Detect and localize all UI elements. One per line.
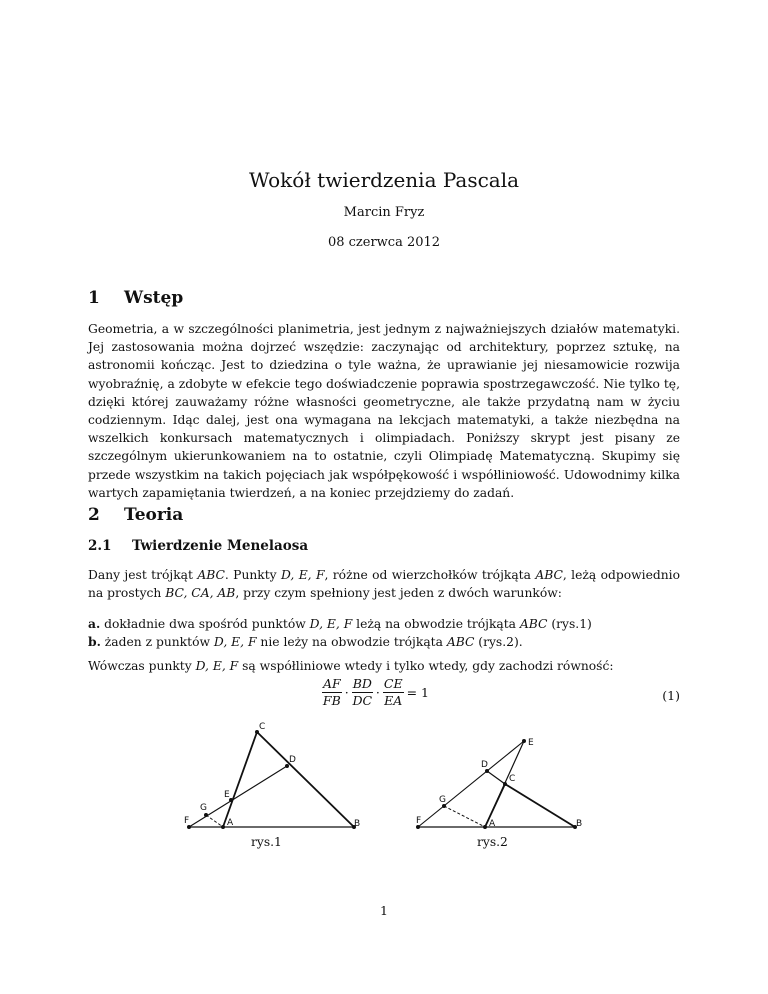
math-run: ABC [519, 617, 548, 631]
denominator: DC [352, 693, 373, 708]
point-a [221, 825, 225, 829]
date: 08 czerwca 2012 [327, 235, 441, 250]
point-a [483, 825, 487, 829]
item-label: b. [88, 634, 101, 650]
transversal-fe [418, 741, 524, 827]
intro-paragraph: Geometria, a w szczególności planimetria, jest jednym z najważniejszych działów matematyki. Jej zastosowania można dojrzeć wszędzie: zaczynając od architektury, poprzez sztukę, na astronomii kończąc. Jest to dziedzina o tyle ważna, że uprawianie jej niesamowicie rozwija wyobraźnię, a zdobyte w efekcie tego doświadczenie poprawia spostrzegawczość. Nie tylko tę, dzięki której zauważamy różne własności geometryczne, ale także przydatną nam w życiu codziennym. Idąc dalej, jest ona wymagana na lekcjach matematyki, a także niezbędna na wszelkich konkursach matematycznych i olimpiadach. Poniższy skrypt jest pisany ze szczególnym ukierunkowaniem na to ostatnie, czyli Olimpiadę Matematyczną. Skupimy się przede wszystkim na takich pojęciach jak współpękowość i współliniowość. Udowodnimy kilka wartych zapamiętania twierdzeń, a na koniec przejdziemy do zadań. [88, 322, 680, 500]
fraction-bd-dc [352, 676, 373, 709]
text-run: dokładnie dwa spośród punktów [100, 617, 310, 631]
section-heading-intro [88, 288, 183, 308]
numerator: CE [383, 676, 403, 691]
transversal-fd [189, 766, 287, 827]
text-run: , przy czym spełniony jest jeden z dwóch warunków: [235, 586, 562, 601]
text-run: leżą na obwodzie trójkąta [352, 617, 520, 631]
conclusion-sentence [88, 657, 680, 675]
label-d: D [289, 755, 296, 765]
theorem-statement [88, 566, 680, 602]
label-e: E [224, 790, 230, 800]
section-title: Wstęp [124, 288, 184, 308]
label-g: G [200, 803, 207, 813]
math-run: D, E, F [281, 568, 325, 582]
label-c: C [259, 722, 266, 732]
subsection-title: Twierdzenie Menelaosa [132, 538, 309, 554]
label-b: B [354, 819, 361, 829]
equation-number: (1) [662, 688, 680, 703]
point-c [503, 782, 507, 786]
figures [0, 722, 768, 862]
fraction-af-fb [322, 676, 342, 709]
text-run: , leżą odpowiednio na prostych [88, 568, 680, 601]
label-c: C [509, 774, 516, 784]
label-f: F [184, 816, 190, 826]
page-number: 1 [380, 903, 388, 918]
section-heading-theory [88, 505, 183, 525]
figure-1-diagram [184, 722, 360, 829]
math-run: D, E, F [195, 659, 239, 673]
label-e: E [528, 738, 534, 748]
math-run: D, E, F [213, 635, 257, 650]
math-run: ABC [535, 568, 563, 582]
line-dc [487, 771, 505, 784]
side-cb [505, 784, 575, 827]
item-label: a. [88, 616, 101, 631]
condition-b [88, 633, 680, 651]
side-ac [223, 732, 257, 827]
section-number: 2 [88, 505, 100, 525]
paper-title: Wokół twierdzenia Pascala [248, 168, 520, 192]
condition-a [88, 615, 680, 633]
section-title: Teoria [124, 505, 184, 525]
figure-2-diagram [416, 738, 582, 829]
menelaus-equation [0, 676, 768, 716]
text-run: Dany jest trójkąt [88, 568, 198, 582]
subsection-number: 2.1 [88, 538, 112, 554]
label-a: A [227, 818, 234, 828]
point-e [522, 739, 526, 743]
math-run: BC, CA, AB [165, 586, 236, 601]
label-f: F [416, 816, 422, 826]
equation-body [322, 676, 432, 709]
math-run: D, E, F [309, 617, 353, 631]
denominator: FB [322, 693, 341, 708]
text-run: Wówczas punkty [88, 659, 196, 673]
label-d: D [481, 760, 488, 770]
dot-operator: · [375, 685, 380, 700]
author: Marcin Fryz [343, 205, 425, 220]
label-g: G [439, 795, 446, 805]
label-a: A [489, 819, 496, 829]
text-run: żaden z punktów [100, 635, 214, 650]
dot-operator: · [344, 685, 349, 700]
denominator: EA [384, 693, 403, 708]
subsection-heading [88, 538, 308, 554]
math-run: ABC [446, 635, 475, 650]
text-run: są współliniowe wtedy i tylko wtedy, gdy zachodzi równość: [238, 659, 614, 673]
text-run: (rys.1) [547, 617, 592, 631]
section-number: 1 [88, 288, 100, 308]
math-run: ABC [197, 568, 225, 582]
equals-one: = 1 [406, 685, 429, 700]
numerator: BD [352, 676, 372, 691]
numerator: AF [323, 676, 341, 691]
text-run: , różne od wierzchołków trójkąta [324, 568, 536, 582]
text-run: . Punkty [224, 568, 281, 582]
dashed-ga [444, 806, 485, 827]
condition-list [88, 615, 680, 651]
text-run: nie leży na obwodzie trójkąta [256, 635, 447, 650]
dashed-ga [206, 815, 223, 827]
fraction-ce-ea [383, 676, 404, 709]
point-g [204, 813, 208, 817]
figure-2-caption: rys.2 [477, 835, 508, 849]
text-run: (rys.2). [474, 635, 523, 650]
label-b: B [576, 819, 583, 829]
side-cb [257, 732, 354, 827]
figure-1-caption: rys.1 [251, 835, 282, 849]
